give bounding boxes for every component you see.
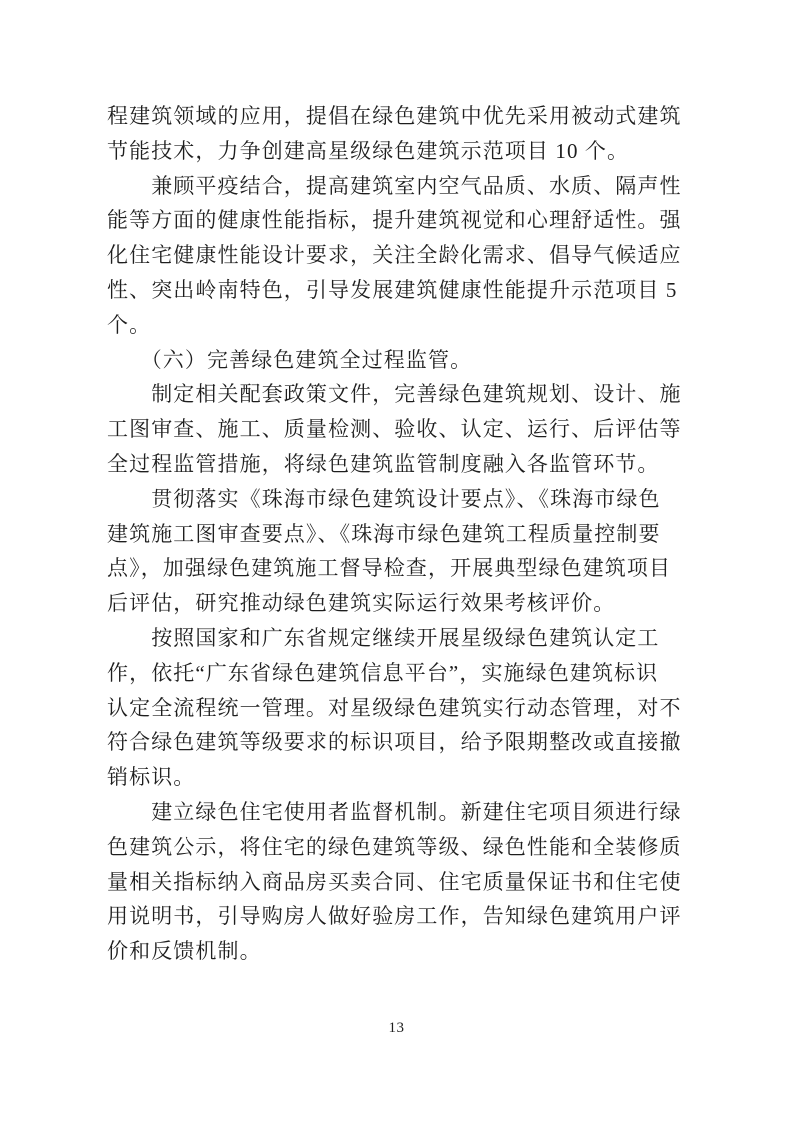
text-line: 色建筑公示，将住宅的绿色建筑等级、绿色性能和全装修质: [107, 834, 682, 859]
text-line: 全过程监管措施，将绿色建筑监管制度融入各监管环节。: [107, 451, 660, 476]
paragraph: [107, 169, 687, 343]
text-line: 点》，加强绿色建筑施工督导检查，开展典型绿色建筑项目: [107, 556, 672, 581]
paragraph: [107, 482, 687, 621]
text-line: 建立绿色住宅使用者监督机制。新建住宅项目须进行绿: [107, 799, 682, 824]
text-line: 价和反馈机制。: [107, 939, 262, 964]
text-line: 个。: [107, 312, 152, 337]
text-line: 作，依托“广东省绿色建筑信息平台”，实施绿色建筑标识: [107, 660, 659, 685]
text-line: 按照国家和广东省规定继续开展星级绿色建筑认定工: [107, 625, 660, 650]
section-heading-text: （六）完善绿色建筑全过程监管。: [107, 347, 473, 372]
text-line: 工图审查、施工、质量检测、验收、认定、运行、后评估等: [107, 417, 682, 442]
text-line: 后评估，研究推动绿色建筑实际运行效果考核评价。: [107, 591, 616, 616]
text-line: 贯彻落实《珠海市绿色建筑设计要点》、《珠海市绿色: [107, 486, 661, 511]
text-line: 节能技术，力争创建高星级绿色建筑示范项目 10 个。: [107, 138, 630, 163]
text-line: 认定全流程统一管理。对星级绿色建筑实行动态管理，对不: [107, 695, 682, 720]
document-body: [107, 99, 687, 969]
text-line: 能等方面的健康性能指标，提升建筑视觉和心理舒适性。强: [107, 208, 682, 233]
text-line: 制定相关配套政策文件，完善绿色建筑规划、设计、施: [107, 382, 682, 407]
paragraph: [107, 795, 687, 969]
paragraph: [107, 621, 687, 795]
section-heading: [107, 343, 687, 378]
page-number: 13: [388, 1020, 405, 1036]
text-line: 建筑施工图审查要点》、《珠海市绿色建筑工程质量控制要: [107, 521, 661, 546]
text-line: 化住宅健康性能设计要求，关注全龄化需求、倡导气候适应: [107, 243, 682, 268]
text-line: 销标识。: [107, 765, 196, 790]
paragraph: [107, 99, 687, 169]
text-line: 兼顾平疫结合，提高建筑室内空气品质、水质、隔声性: [107, 173, 682, 198]
text-line: 性、突出岭南特色，引导发展建筑健康性能提升示范项目 5: [107, 277, 678, 302]
text-line: 量相关指标纳入商品房买卖合同、住宅质量保证书和住宅使: [107, 869, 682, 894]
text-line: 程建筑领域的应用，提倡在绿色建筑中优先采用被动式建筑: [107, 104, 682, 128]
text-line: 符合绿色建筑等级要求的标识项目，给予限期整改或直接撤: [107, 730, 682, 755]
text-line: 用说明书，引导购房人做好验房工作，告知绿色建筑用户评: [107, 904, 682, 929]
paragraph: [107, 377, 687, 481]
